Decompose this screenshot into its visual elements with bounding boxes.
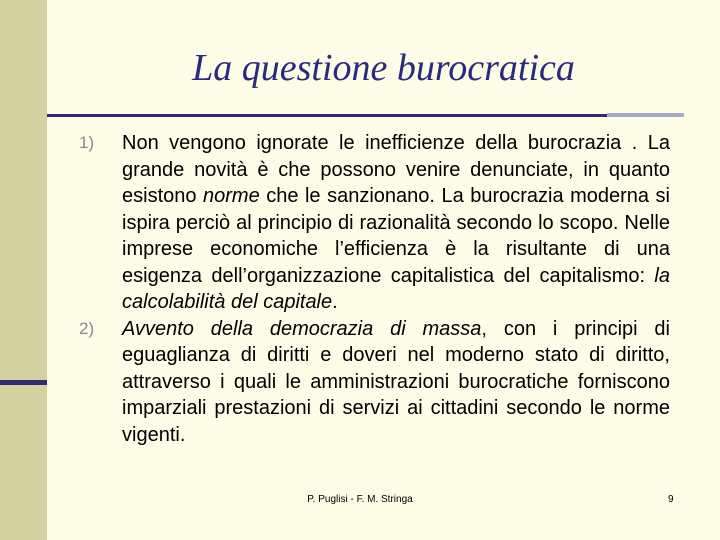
item-number: 2) bbox=[79, 318, 95, 338]
numbered-list bbox=[72, 130, 670, 448]
list-item bbox=[72, 130, 670, 316]
item-text-segment: , con i principi di eguaglianza di diritti e doveri nel moderno stato di diritto, attraverso i quali le amministrazioni burocratiche forniscono imparziali prestazioni di servizi ai cittadini secondo le norme vigenti. bbox=[122, 317, 670, 446]
list-item bbox=[72, 316, 670, 449]
title-underline bbox=[47, 114, 607, 117]
footer-authors: P. Puglisi - F. M. Stringa bbox=[307, 494, 413, 505]
slide-title: La questione burocratica bbox=[192, 47, 575, 89]
sidebar-accent-bar bbox=[0, 380, 47, 385]
title-underline-tail bbox=[607, 113, 684, 117]
page-number: 9 bbox=[668, 494, 674, 505]
item-number: 1) bbox=[79, 133, 95, 152]
item-text-segment: che le sanzionano. La burocrazia moderna si ispira perciò al principio di razionalità secondo lo scopo. Nelle imprese economiche l’efficienza è la risultante di una esigenza dell’organizzazione capitalistica del capitalismo: bbox=[122, 185, 670, 287]
left-sidebar-band bbox=[0, 0, 47, 540]
item-text-segment-italic: la calcolabilità del capitale bbox=[122, 264, 670, 313]
item-text-segment: . bbox=[332, 291, 338, 313]
item-text-segment: Non vengono ignorate le inefficienze della burocrazia . La grande novità è che possono venire denunciate, in quanto esistono bbox=[122, 132, 670, 207]
item-text-segment-italic: norme bbox=[203, 185, 260, 207]
item-text-segment-italic: Avvento della democrazia di massa bbox=[122, 317, 482, 340]
